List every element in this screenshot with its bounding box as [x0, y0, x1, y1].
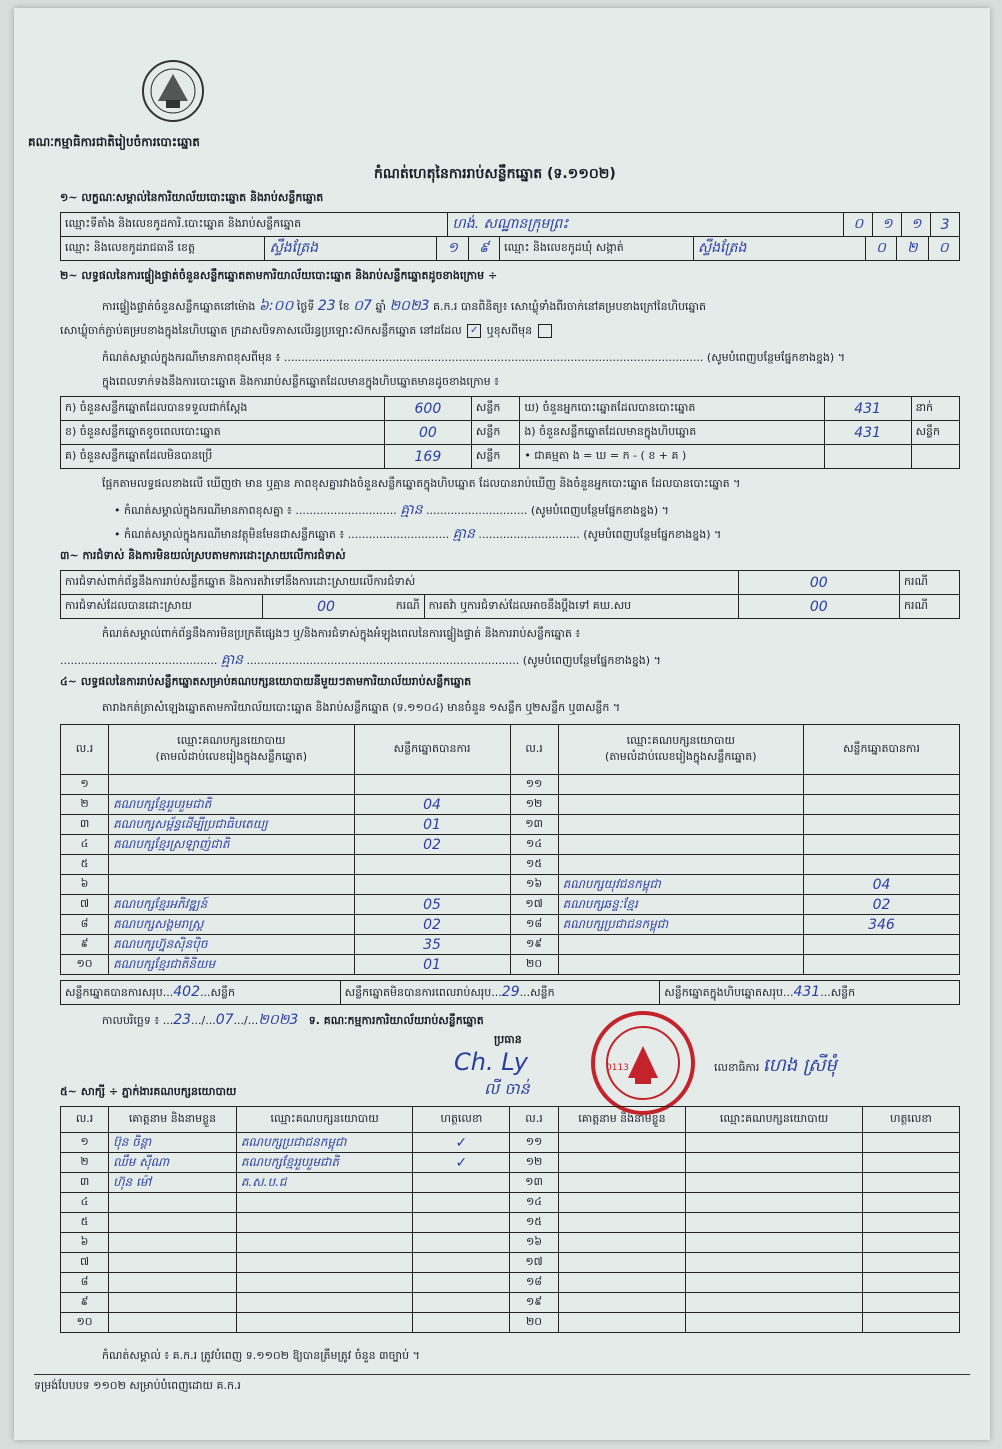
- row-no: ១១: [510, 1133, 558, 1153]
- count-unit: សន្លឹក: [471, 445, 519, 469]
- row-no: ៣: [61, 815, 109, 835]
- party-name: គណបក្សខ្មែររួបរួមជាតិ: [113, 796, 212, 811]
- verify-year: ២០២3: [389, 298, 430, 314]
- witness-row: [61, 1153, 960, 1173]
- count-label-2: ង) ចំនួនសន្លឹកឆ្នោតដែលមានក្នុងហិបឆ្នោត: [520, 421, 824, 445]
- section1-table-row2: [60, 236, 960, 261]
- count-label-2: • ជាគម្មតា ង = ឃ = ក - ( ខ + គ ): [520, 445, 824, 469]
- foreign-object-note: • កំណត់សម្គាល់ក្នុងករណីមានវត្ថុមិនមែនជាសន្លឹកឆ្នោត ៖ ............................. គ្មាន ............................. (សូមបំពេញបន្ថែមផ្នែកខាងខ្នង) ។: [114, 526, 722, 542]
- complaints-table: ការជំទាស់ពាក់ព័ន្ធនឹងការរាប់សន្លឹកឆ្នោត និងការតវ៉ាទៅនឹងការដោះស្រាយលើការជំទាស់ 00 ករណី ការជំទាស់ដែលបានដោះស្រាយ 00 ករណី ការតវ៉ា ឬការជំទាស់ដែលអាចនឹងប្ដឹងទៅ គឃ.សប 00 ករណី: [60, 570, 960, 619]
- total-valid-value: 402: [173, 983, 200, 1000]
- count-label: គ) ចំនួនសន្លឹកឆ្នោតដែលមិនបានប្រើ: [61, 445, 385, 469]
- w-col-name-2: គោត្តនាម និងនាមខ្លួន: [558, 1107, 686, 1133]
- party-name: គណបក្សប្រជាជនកម្ពុជា: [562, 916, 669, 931]
- col-votes-2: សន្លឹកឆ្នោតបានការ: [803, 725, 959, 775]
- discrepancy-line: ផ្អែកតាមលទ្ធផលខាងលើ ឃើញថា មាន ឬគ្មាន ភាពខុសគ្នារវាងចំនួនសន្លឹកឆ្នោតក្នុងហិបឆ្នោត ដែលបានរាប់ឃើញ និងចំនួនអ្នកបោះឆ្នោត ដែលបានបោះឆ្នោត ។: [102, 477, 741, 490]
- difference-note-line: កំណត់សម្គាល់ក្នុងករណីមានភាពខុសពីមុន ៖ ........................................................................................................................ (សូមបំពេញបន្ថែមផ្នែកខាងខ្នង) ។: [102, 351, 845, 364]
- stamp-code: 0113: [606, 1063, 629, 1073]
- party-row: [61, 875, 960, 895]
- row-no: ១៩: [510, 935, 558, 955]
- org-name: គណៈកម្មាធិការជាតិរៀបចំការបោះឆ្នោត: [28, 135, 200, 149]
- verification-line: ការផ្ទៀងផ្ទាត់ចំនួនសន្លឹកឆ្នោតនៅម៉ោង ៦:០០ ថ្ងៃទី 23 ខែ ០7 ឆ្នាំ ២០២3 គ.ក.រ បានពិនិត្យ៖ សោឃ្លុំទាំងពីរចាក់នៅគម្របខាងក្រៅនៃហិបឆ្នោត: [102, 298, 707, 314]
- verify-day: 23: [317, 298, 336, 314]
- count-value-2: 431: [854, 424, 881, 441]
- row-no: ៧: [61, 1253, 109, 1273]
- party-row: [61, 895, 960, 915]
- count-label: ក) ចំនួនសន្លឹកឆ្នោតដែលបានទទួលជាក់ស្ដែង: [61, 397, 385, 421]
- party-votes: 05: [423, 896, 441, 913]
- row1-value: ហង់. សណ្ឋានក្រុមព្រះ: [452, 216, 569, 232]
- party-votes: 02: [423, 916, 441, 933]
- party-name: គណបក្សសង្គមរាស្ត្រ: [113, 916, 204, 931]
- col-party-2: ឈ្មោះគណបក្សនយោបាយ (តាមលំដាប់លេខរៀងក្នុងសន្លឹកឆ្នោត): [558, 725, 803, 775]
- witness-row: [61, 1273, 960, 1293]
- row-no: ១: [61, 775, 109, 795]
- party-votes: 02: [423, 836, 441, 853]
- w-col-no-2: ល.រ: [510, 1107, 558, 1133]
- commune-value: ស្ទឹងត្រែង: [697, 240, 747, 256]
- row-no: ១៦: [510, 1233, 558, 1253]
- party-row: [61, 775, 960, 795]
- row-no: ២០: [510, 1313, 558, 1333]
- discrepancy-hand: គ្មាន: [400, 502, 423, 518]
- party-votes: 346: [868, 916, 895, 933]
- count-label: ខ) ចំនួនសន្លឹកឆ្នោតខូចពេលបោះឆ្នោត: [61, 421, 385, 445]
- count-unit-2: នាក់: [911, 397, 959, 421]
- province-label: ឈ្មោះ និងលេខកូដរាជធានី ខេត្ត: [61, 237, 265, 261]
- row-no: ១១: [510, 775, 558, 795]
- emblem-logo: [138, 56, 208, 126]
- official-stamp: [588, 1008, 698, 1118]
- verify-month: ០7: [353, 298, 372, 314]
- appeal-value: 00: [809, 598, 828, 615]
- party-votes: 04: [872, 876, 891, 893]
- secretary-line: លេខាធិការ ហេង ស្រីមុំ: [714, 1055, 837, 1076]
- party-row: [61, 815, 960, 835]
- row-no: ២: [61, 795, 109, 815]
- party-votes: 01: [423, 816, 441, 833]
- row-no: ១៥: [510, 855, 558, 875]
- row-no: ៩: [61, 1293, 109, 1313]
- w-col-party: ឈ្មោះគណបក្សនយោបាយ: [236, 1107, 413, 1133]
- party-votes: 35: [423, 936, 441, 953]
- chair-label: ប្រធាន: [494, 1033, 522, 1046]
- tally-sheet-line: តារាងកត់ត្រាសំឡេងឆ្នោតតាមការិយាល័យបោះឆ្នោត និងរាប់សន្លឹកឆ្នោត (ទ.១១០៤) មានចំនួន ១សន្លឹក ឬ២សន្លឹក ឬ៣សន្លឹក ។: [102, 701, 621, 714]
- ballot-count-table: [60, 396, 960, 469]
- commune-code-1: ០: [865, 237, 896, 261]
- section5-heading: ៥~ សាក្សី ÷ ភ្នាក់ងារគណបក្សនយោបាយ: [60, 1085, 237, 1098]
- witness-signature: ✓: [455, 1134, 468, 1151]
- row-no: ៦: [61, 875, 109, 895]
- resolved-label: ការជំទាស់ដែលបានដោះស្រាយ: [61, 595, 263, 619]
- count-unit-2: សន្លឹក: [911, 421, 959, 445]
- count-row: [61, 445, 960, 469]
- irregularity-line: ............................................. គ្មាន .............................................................................. (សូមបំពេញបន្ថែមផ្នែកខាងខ្នង) ។: [60, 652, 661, 668]
- witness-row: [61, 1293, 960, 1313]
- row-no: ១៨: [510, 915, 558, 935]
- province-code-2: ៩: [468, 237, 499, 261]
- count-row: [61, 421, 960, 445]
- complaints-unit: ករណី: [900, 571, 960, 595]
- irregularity-hand: គ្មាន: [220, 652, 244, 668]
- party-row: [61, 795, 960, 815]
- witness-row: [61, 1313, 960, 1333]
- party-row: [61, 855, 960, 875]
- witness-row: [61, 1173, 960, 1193]
- party-row: [61, 835, 960, 855]
- verify-time: ៦:០០: [258, 298, 294, 314]
- row-no: ១: [61, 1133, 109, 1153]
- secretary-signature: ហេង ស្រីមុំ: [762, 1055, 837, 1076]
- party-votes: 02: [872, 896, 891, 913]
- witness-party: គ.ស.ប.ជ: [240, 1174, 287, 1189]
- count-row: [61, 397, 960, 421]
- row-no: ២: [61, 1153, 109, 1173]
- party-name: គណបក្សយុវជនកម្ពុជា: [562, 876, 661, 891]
- witness-name: ប៊ុន ចិន្តា: [113, 1134, 152, 1149]
- row1-code-1: ០: [844, 213, 873, 237]
- date-month: 07: [215, 1012, 234, 1028]
- row-no: ១៣: [510, 1173, 558, 1193]
- count-value: 169: [414, 448, 442, 465]
- row-no: ១០: [61, 955, 109, 975]
- col-votes: សន្លឹកឆ្នោតបានការ: [354, 725, 510, 775]
- box-contents-intro: ក្នុងពេលទាក់ទងនឹងការបោះឆ្នោត និងការរាប់សន្លឹកឆ្នោតដែលមានក្នុងហិបឆ្នោតមានដូចខាងក្រោម ៖: [102, 375, 499, 388]
- count-value: 00: [418, 424, 437, 441]
- party-name: គណបក្សឆន្ទៈខ្មែរ: [562, 896, 638, 911]
- row1-code-3: ១: [902, 213, 931, 237]
- footer-text: ទម្រង់បែបបទ ១១០២ សម្រាប់បំពេញដោយ គ.ក.រ: [34, 1379, 241, 1392]
- totals-table: [60, 980, 960, 1005]
- witness-table: [60, 1106, 960, 1333]
- row-no: ១៩: [510, 1293, 558, 1313]
- row1-code-2: ១: [873, 213, 902, 237]
- appeal-label: ការតវ៉ា ឬការជំទាស់ដែលអាចនឹងប្ដឹងទៅ គឃ.សប: [424, 595, 738, 619]
- row-no: ៤: [61, 835, 109, 855]
- irregularity-note: កំណត់សម្គាល់ពាក់ព័ន្ធនឹងការមិនប្រក្រតីផ្សេងៗ ឬ/និងការជំទាស់ក្នុងអំឡុងពេលនៃការផ្ទៀងផ្ទាត់ និងការរាប់សន្លឹកឆ្នោត ៖: [102, 627, 581, 640]
- witness-name: ឈឹម ស៊ីណា: [113, 1154, 170, 1169]
- complaints-value: 00: [809, 574, 828, 591]
- row-no: ១៤: [510, 1193, 558, 1213]
- section3-heading: ៣~ ការជំទាស់ និងការមិនយល់ស្របតាមការដោះស្រាយលើការជំទាស់: [60, 549, 346, 562]
- province-value: ស្ទឹងត្រែង: [269, 240, 319, 256]
- form-sheet: [14, 8, 990, 1440]
- row-no: ៩: [61, 935, 109, 955]
- col-no-2: ល.រ: [510, 725, 558, 775]
- resolved-value: 00: [317, 598, 335, 615]
- witness-note: កំណត់សម្គាល់ ៖ គ.ក.រ ត្រូវបំពេញ ទ.១១០២ ឱ្យបានត្រឹមត្រូវ ចំនួន ៣ច្បាប់ ។: [102, 1349, 420, 1362]
- discrepancy-note: • កំណត់សម្គាល់ក្នុងករណីមានភាពខុសគ្នា ៖ ............................. គ្មាន ............................. (សូមបំពេញបន្ថែមផ្នែកខាងខ្នង) ។: [114, 502, 669, 518]
- row-no: ១៥: [510, 1213, 558, 1233]
- commune-label: ឈ្មោះ និងលេខកូដឃុំ សង្កាត់: [500, 237, 694, 261]
- party-name: គណបក្សហ្វ៊ុនស៊ិនប៉ិច: [113, 936, 208, 951]
- witness-row: [61, 1253, 960, 1273]
- section4-heading: ៤~ លទ្ធផលនៃការរាប់សន្លឹកឆ្នោតសម្រាប់គណបក្សនយោបាយនីមួយៗតាមការិយាល័យរាប់សន្លឹកឆ្នោត: [60, 675, 472, 688]
- row-no: ២០: [510, 955, 558, 975]
- row-no: ១២: [510, 1153, 558, 1173]
- section2-heading: ២~ លទ្ធផលនៃការផ្ទៀងផ្ទាត់ចំនួនសន្លឹកឆ្នោតតាមការិយាល័យបោះឆ្នោត និងរាប់សន្លឹកឆ្នោតដូចខាងក្រោម ÷: [60, 269, 498, 282]
- count-value: 600: [414, 400, 442, 417]
- witness-row: [61, 1193, 960, 1213]
- row-no: ១២: [510, 795, 558, 815]
- date-year: ២០២3: [258, 1012, 299, 1028]
- total-invalid: សន្លឹកឆ្នោតមិនបានការពេលរាប់សរុប...29...សន្លឹក: [340, 981, 660, 1005]
- row-no: ៨: [61, 1273, 109, 1293]
- same-checkbox[interactable]: ✓: [467, 324, 481, 338]
- row-no: ៣: [61, 1173, 109, 1193]
- commune-code-2: ២: [897, 237, 928, 261]
- party-row: [61, 915, 960, 935]
- different-checkbox[interactable]: [538, 324, 552, 338]
- row-no: ៨: [61, 915, 109, 935]
- count-unit: សន្លឹក: [471, 397, 519, 421]
- w-col-no: ល.រ: [61, 1107, 109, 1133]
- witness-party: គណបក្សខ្មែររួបរួមជាតិ: [240, 1154, 340, 1169]
- section1-heading: ១~ លក្ខណៈសម្គាល់នៃការិយាល័យបោះឆ្នោត និងរាប់សន្លឹកឆ្នោត: [60, 191, 324, 204]
- witness-row: [61, 1233, 960, 1253]
- w-col-name: គោត្តនាម និងនាមខ្លួន: [109, 1107, 237, 1133]
- province-code-1: ១: [437, 237, 468, 261]
- row-no: ១៧: [510, 895, 558, 915]
- witness-signature: ✓: [455, 1154, 468, 1171]
- complaints-label: ការជំទាស់ពាក់ព័ន្ធនឹងការរាប់សន្លឹកឆ្នោត និងការតវ៉ាទៅនឹងការដោះស្រាយលើការជំទាស់: [61, 571, 739, 595]
- party-votes: 04: [423, 796, 441, 813]
- party-name: គណបក្សសម្ព័ន្ធដើម្បីប្រជាធិបតេយ្យ: [113, 816, 268, 831]
- party-results-table: [60, 724, 960, 975]
- witness-name: ហ៊ុន ម៉ៅ: [113, 1174, 152, 1189]
- total-valid: សន្លឹកឆ្នោតបានការសរុប...402...សន្លឹក: [61, 981, 341, 1005]
- count-unit-2: [911, 445, 959, 469]
- col-no: ល.រ: [61, 725, 109, 775]
- party-votes: 01: [423, 956, 441, 973]
- date-line: កាលបរិច្ឆេទ ៖ ...23.../...07.../...២០២3 ទ. គណៈកម្មការការិយាល័យរាប់សន្លឹកឆ្នោត: [102, 1012, 484, 1028]
- row-no: ១៣: [510, 815, 558, 835]
- total-box-value: 431: [793, 983, 821, 1000]
- date-day: 23: [173, 1012, 192, 1028]
- count-label-2: ឃ) ចំនួនអ្នកបោះឆ្នោតដែលបានបោះឆ្នោត: [520, 397, 824, 421]
- section1-table: [60, 212, 960, 237]
- party-name: គណបក្សខ្មែរស្រឡាញ់ជាតិ: [113, 836, 230, 851]
- row-no: ៥: [61, 1213, 109, 1233]
- row-no: ៥: [61, 855, 109, 875]
- col-party: ឈ្មោះគណបក្សនយោបាយ (តាមលំដាប់លេខរៀងក្នុងសន្លឹកឆ្នោត): [109, 725, 354, 775]
- total-invalid-value: 29: [501, 983, 520, 1000]
- party-name: គណបក្សខ្មែរអភិវឌ្ឍន៍: [113, 896, 208, 911]
- row-no: ១៧: [510, 1253, 558, 1273]
- seal-line: សោឃ្លុំចាក់ភ្ជាប់គម្របខាងក្នុងនៃហិបឆ្នោត ក្រដាសបិទភាសលើរន្ធប្រឡោះស៊កសន្លឹកឆ្នោត នៅដដែល ✓ ឬខុសពីមុន: [60, 324, 554, 338]
- w-col-sig-2: ហត្ថលេខា: [862, 1107, 959, 1133]
- party-row: [61, 955, 960, 975]
- witness-party: គណបក្សប្រជាជនកម្ពុជា: [240, 1134, 347, 1149]
- form-title: កំណត់ហេតុនៃការរាប់សន្លឹកឆ្នោត (ទ.១១០២): [374, 166, 616, 182]
- w-col-sig: ហត្ថលេខា: [413, 1107, 510, 1133]
- foreign-object-hand: គ្មាន: [452, 526, 475, 542]
- count-value-2: 431: [854, 400, 881, 417]
- row-no: ១៨: [510, 1273, 558, 1293]
- witness-row: [61, 1133, 960, 1153]
- footer-divider: [34, 1374, 970, 1375]
- row-no: ៦: [61, 1233, 109, 1253]
- row-no: ៧: [61, 895, 109, 915]
- row1-label: ឈ្មោះទីតាំង និងលេខកូដការិ.បោះឆ្នោត និងរាប់សន្លឹកឆ្នោត: [61, 213, 448, 237]
- row1-code-4: 3: [931, 213, 960, 237]
- count-unit: សន្លឹក: [471, 421, 519, 445]
- row-no: ១៤: [510, 835, 558, 855]
- commune-code-3: ០: [928, 237, 959, 261]
- total-box: សន្លឹកឆ្នោតក្នុងហិបឆ្នោតសរុប...431...សន្លឹក: [660, 981, 960, 1005]
- witness-row: [61, 1213, 960, 1233]
- party-row: [61, 935, 960, 955]
- row-no: ១០: [61, 1313, 109, 1333]
- row-no: ៤: [61, 1193, 109, 1213]
- party-name: គណបក្សខ្មែរជាតិនិយម: [113, 956, 216, 971]
- chair-name: លី ចាន់: [484, 1079, 530, 1098]
- chair-signature: Ch. Ly: [454, 1048, 528, 1076]
- w-col-party-2: ឈ្មោះគណបក្សនយោបាយ: [686, 1107, 863, 1133]
- appeal-unit: ករណី: [900, 595, 960, 619]
- row-no: ១៦: [510, 875, 558, 895]
